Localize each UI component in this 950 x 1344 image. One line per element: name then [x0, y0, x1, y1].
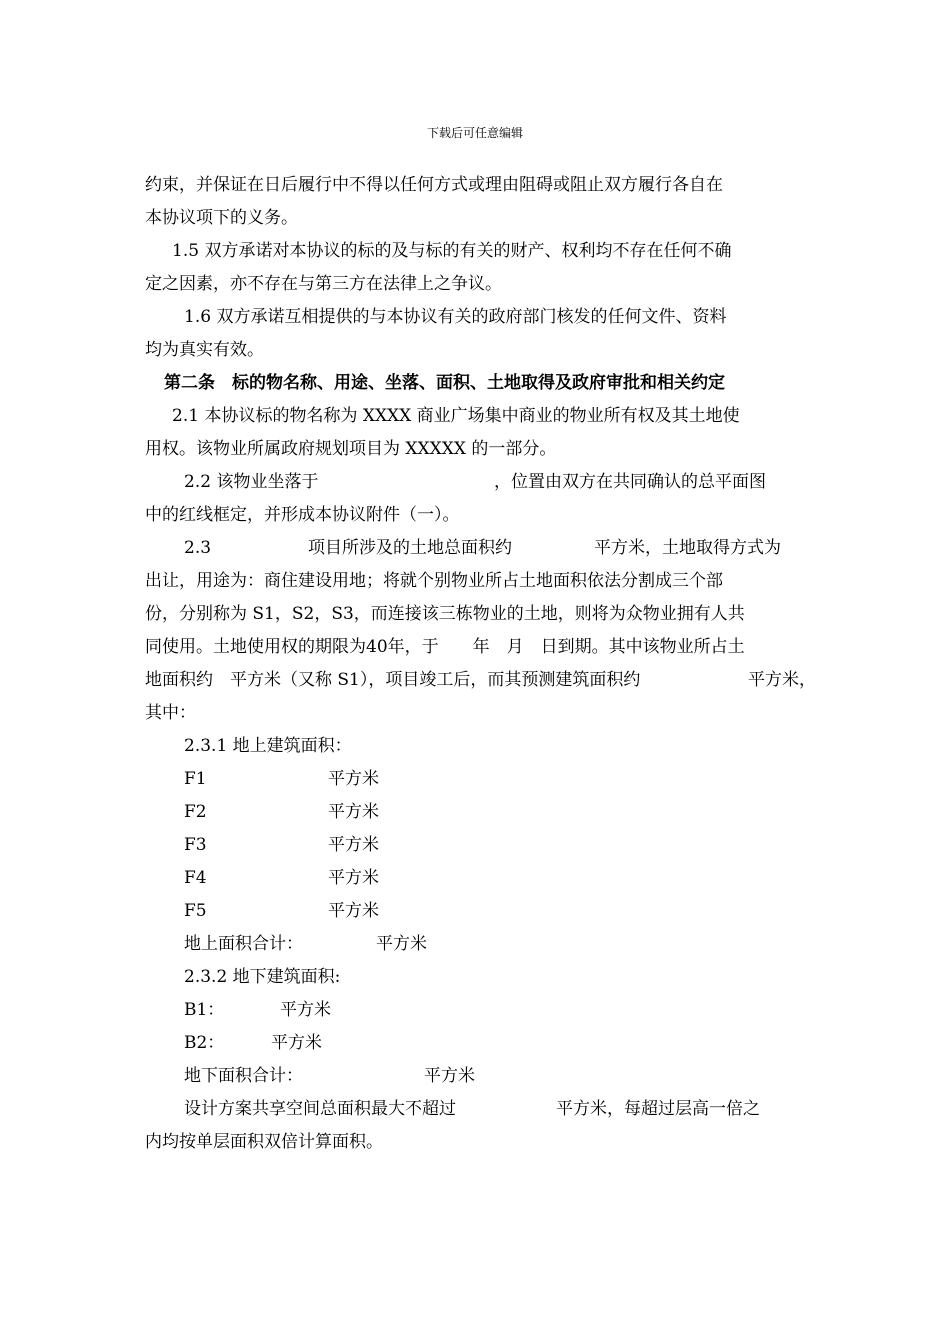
line-segment: 2.3	[184, 538, 212, 558]
section-heading: 第二条 标的物名称、用途、坐落、面积、土地取得及政府审批和相关约定	[164, 373, 725, 393]
floor-row	[0, 768, 950, 790]
below-ground-total-label: 地下面积合计：	[184, 1066, 303, 1086]
paragraph-line: 均为真实有效。	[145, 340, 264, 360]
paragraph-line: 用权。该物业所属政府规划项目为 XXXXX 的一部分。	[145, 439, 557, 459]
above-ground-total-label: 地上面积合计：	[184, 934, 303, 954]
paragraph-line: 出让，用途为：商住建设用地；将就个别物业所占土地面积依法分割成三个部	[145, 571, 723, 591]
paragraph-line	[0, 537, 950, 559]
line-segment: 地面积约 平方米（又称 S1），项目竣工后，而其预测建筑面积约	[145, 670, 641, 690]
line-segment: 平方米，	[748, 670, 816, 690]
floor-unit: 平方米	[328, 802, 379, 822]
line-segment: 设计方案共享空间总面积最大不超过	[184, 1099, 456, 1119]
paragraph-line: 本协议项下的义务。	[145, 208, 298, 228]
paragraph-line: 定之因素，亦不存在与第三方在法律上之争议。	[145, 274, 502, 294]
paragraph-line: 2.1 本协议标的物名称为 XXXX 商业广场集中商业的物业所有权及其土地使	[172, 406, 740, 426]
floor-unit: 平方米	[328, 835, 379, 855]
basement-label: B1：	[184, 1000, 225, 1020]
paragraph-line: 同使用。土地使用权的期限为40年，于 年 月 日到期。其中该物业所占土	[145, 637, 745, 657]
basement-unit: 平方米	[280, 1000, 331, 1020]
floor-unit: 平方米	[328, 868, 379, 888]
paragraph-line: 约束，并保证在日后履行中不得以任何方式或理由阻碍或阻止双方履行各自在	[145, 175, 723, 195]
subsection-title: 2.3.2 地下建筑面积:	[184, 967, 341, 987]
floor-row	[0, 801, 950, 823]
basement-unit: 平方米	[271, 1033, 322, 1053]
paragraph-line: 份，分别称为 S1，S2，S3，而连接该三栋物业的土地，则将为众物业拥有人共	[145, 604, 745, 624]
floor-row	[0, 900, 950, 922]
floor-unit: 平方米	[328, 769, 379, 789]
floor-unit: 平方米	[328, 901, 379, 921]
paragraph-line: 内均按单层面积双倍计算面积。	[145, 1132, 383, 1152]
total-row	[0, 1065, 950, 1087]
floor-label: F4	[184, 868, 207, 888]
subsection-title: 2.3.1 地上建筑面积：	[184, 736, 352, 756]
floor-row	[0, 867, 950, 889]
basement-row	[0, 1032, 950, 1054]
paragraph-line: 中的红线框定，并形成本协议附件（一）。	[145, 505, 460, 525]
paragraph-line: 1.5 双方承诺对本协议的标的及与标的有关的财产、权利均不存在任何不确	[172, 241, 732, 261]
line-segment: 2.2 该物业坐落于	[184, 472, 319, 492]
paragraph-line: 其中：	[145, 703, 196, 723]
floor-label: F5	[184, 901, 207, 921]
below-ground-total-unit: 平方米	[424, 1066, 475, 1086]
floor-label: F1	[184, 769, 207, 789]
floor-label: F3	[184, 835, 207, 855]
total-row	[0, 933, 950, 955]
floor-label: F2	[184, 802, 207, 822]
line-segment: 平方米，土地取得方式为	[594, 538, 781, 558]
paragraph-line: 1.6 双方承诺互相提供的与本协议有关的政府部门核发的任何文件、资料	[184, 307, 727, 327]
basement-row	[0, 999, 950, 1021]
line-segment: 项目所涉及的土地总面积约	[308, 538, 512, 558]
basement-label: B2：	[184, 1033, 225, 1053]
paragraph-line	[0, 1098, 950, 1120]
line-segment: ，位置由双方在共同确认的总平面图	[494, 472, 766, 492]
page-header: 下载后可任意编辑	[426, 126, 523, 140]
above-ground-total-unit: 平方米	[376, 934, 427, 954]
paragraph-line	[0, 669, 950, 691]
line-segment: 平方米，每超过层高一倍之	[556, 1099, 760, 1119]
floor-row	[0, 834, 950, 856]
paragraph-line	[0, 471, 950, 493]
